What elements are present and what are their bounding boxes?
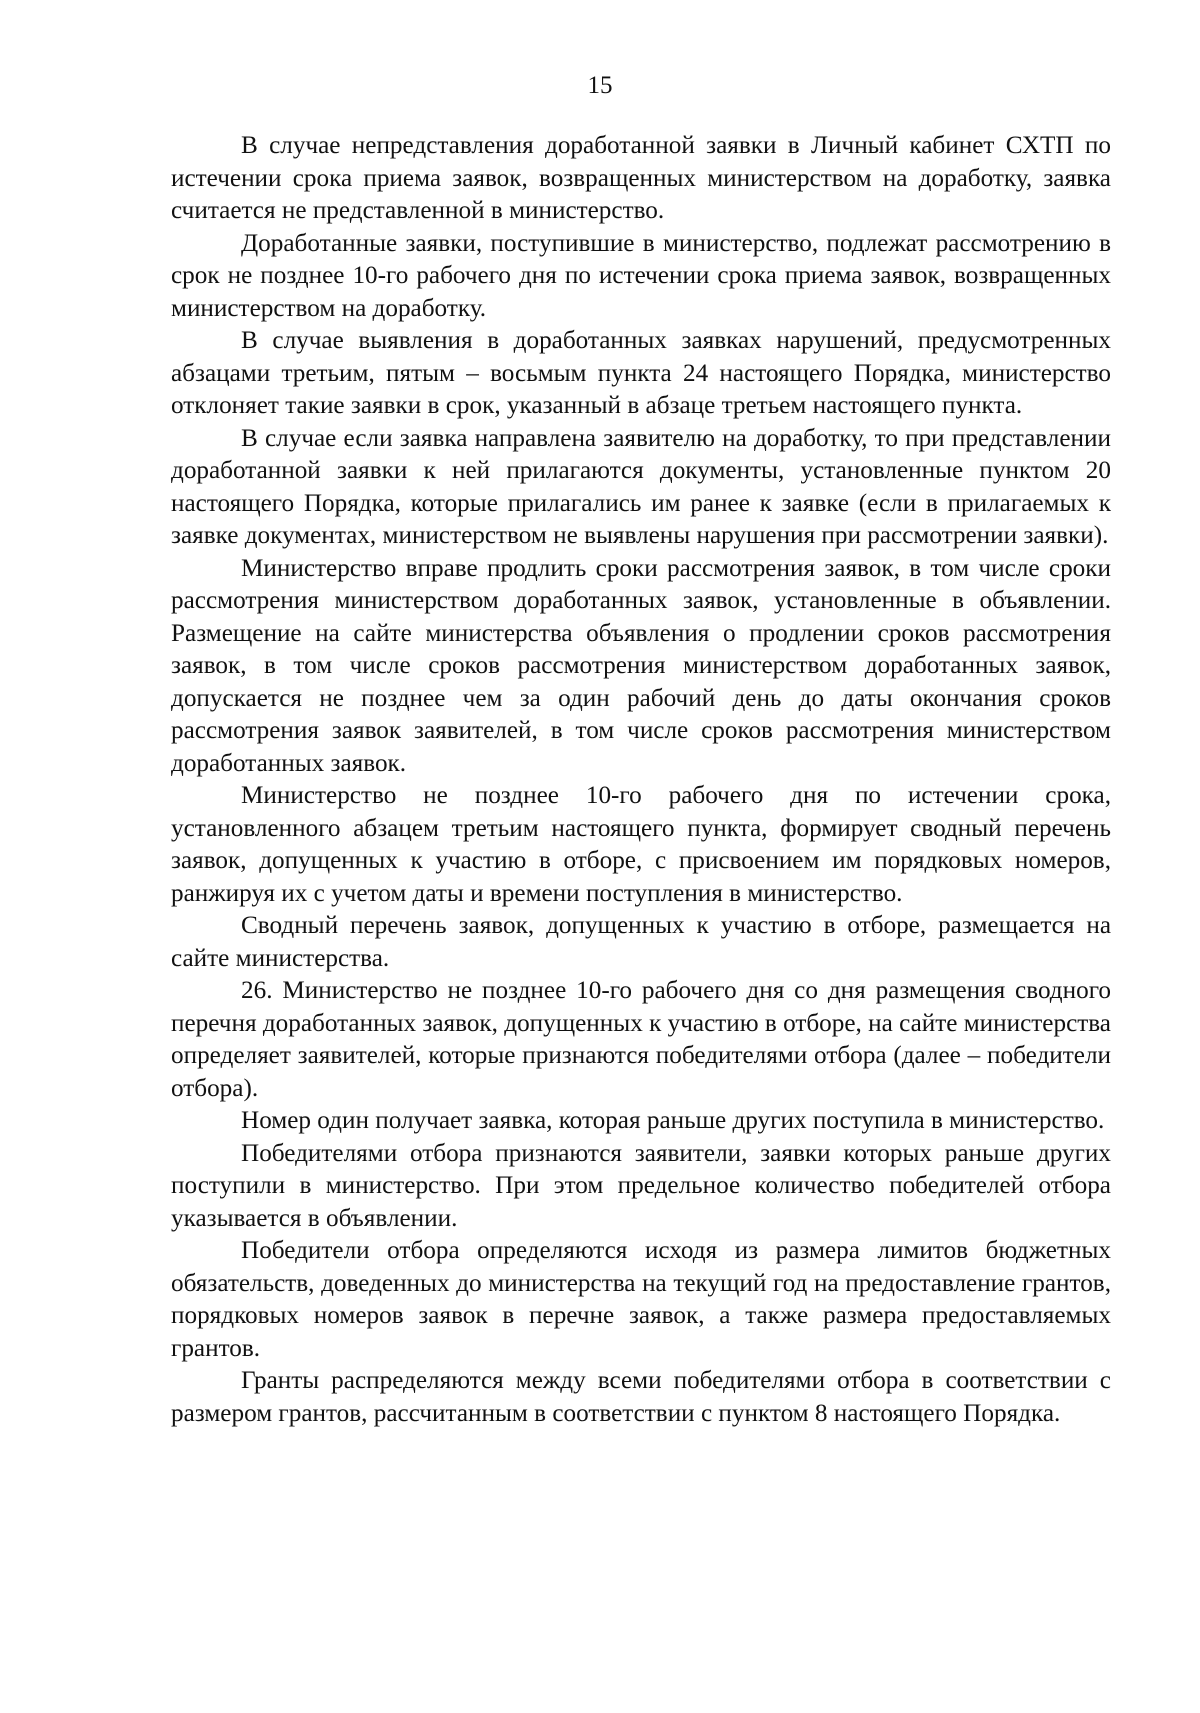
paragraph-5: Министерство вправе продлить сроки рассмотрения заявок, в том числе сроки рассмотрения министерством доработанных заявок, установленные в объявлении. Размещение на сайте министерства объявления о продлении сроков рассмотрения заявок, в том числе сроков рассмотрения министерством доработанных заявок, допускается не позднее чем за один рабочий день до даты окончания сроков рассмотрения заявок заявителей, в том числе сроков рассмотрения министерством доработанных заявок.: [171, 554, 1111, 777]
page-number: 15: [587, 72, 613, 99]
paragraph-7: Сводный перечень заявок, допущенных к участию в отборе, размещается на сайте министерства.: [171, 912, 1111, 972]
paragraph-11: Победители отбора определяются исходя из размера лимитов бюджетных обязательств, доведенных до министерства на текущий год на предоставление грантов, порядковых номеров заявок в перечне заявок, а также размера предоставляемых грантов.: [171, 1237, 1111, 1362]
paragraph-10: Победителями отбора признаются заявители, заявки которых раньше других поступили в министерство. При этом предельное количество победителей отбора указывается в объявлении.: [171, 1139, 1111, 1232]
paragraph-3: В случае выявления в доработанных заявках нарушений, предусмотренных абзацами третьим, пятым – восьмым пункта 24 настоящего Порядка, министерство отклоняет такие заявки в срок, указанный в абзаце третьем настоящего пункта.: [171, 327, 1111, 419]
paragraph-2: Доработанные заявки, поступившие в министерство, подлежат рассмотрению в срок не позднее 10-го рабочего дня по истечении срока приема заявок, возвращенных министерством на доработку.: [171, 229, 1111, 322]
paragraph-8: 26. Министерство не позднее 10-го рабочего дня со дня размещения сводного перечня доработанных заявок, допущенных к участию в отборе, на сайте министерства определяет заявителей, которые признаются победителями отбора (далее – победители отбора).: [171, 977, 1111, 1102]
paragraph-12: Гранты распределяются между всеми победителями отбора в соответствии с размером грантов, рассчитанным в соответствии с пунктом 8 настоящего Порядка.: [171, 1367, 1111, 1427]
paragraph-6: Министерство не позднее 10-го рабочего дня по истечении срока, установленного абзацем третьим настоящего пункта, формирует сводный перечень заявок, допущенных к участию в отборе, с присвоением им порядковых номеров, ранжируя их с учетом даты и времени поступления в министерство.: [171, 782, 1111, 907]
paragraph-4: В случае если заявка направлена заявителю на доработку, то при представлении доработанной заявки к ней прилагаются документы, установленные пунктом 20 настоящего Порядка, которые прилагались им ранее к заявке (если в прилагаемых к заявке документах, министерством не выявлены нарушения при рассмотрении заявки).: [171, 424, 1111, 549]
paragraph-9: Номер один получает заявка, которая раньше других поступила в министерство.: [241, 1107, 1105, 1134]
paragraph-1: В случае непредставления доработанной заявки в Личный кабинет СХТП по истечении срока приема заявок, возвращенных министерством на доработку, заявка считается не представленной в министерство.: [171, 132, 1111, 224]
document-body: [171, 130, 1111, 1430]
